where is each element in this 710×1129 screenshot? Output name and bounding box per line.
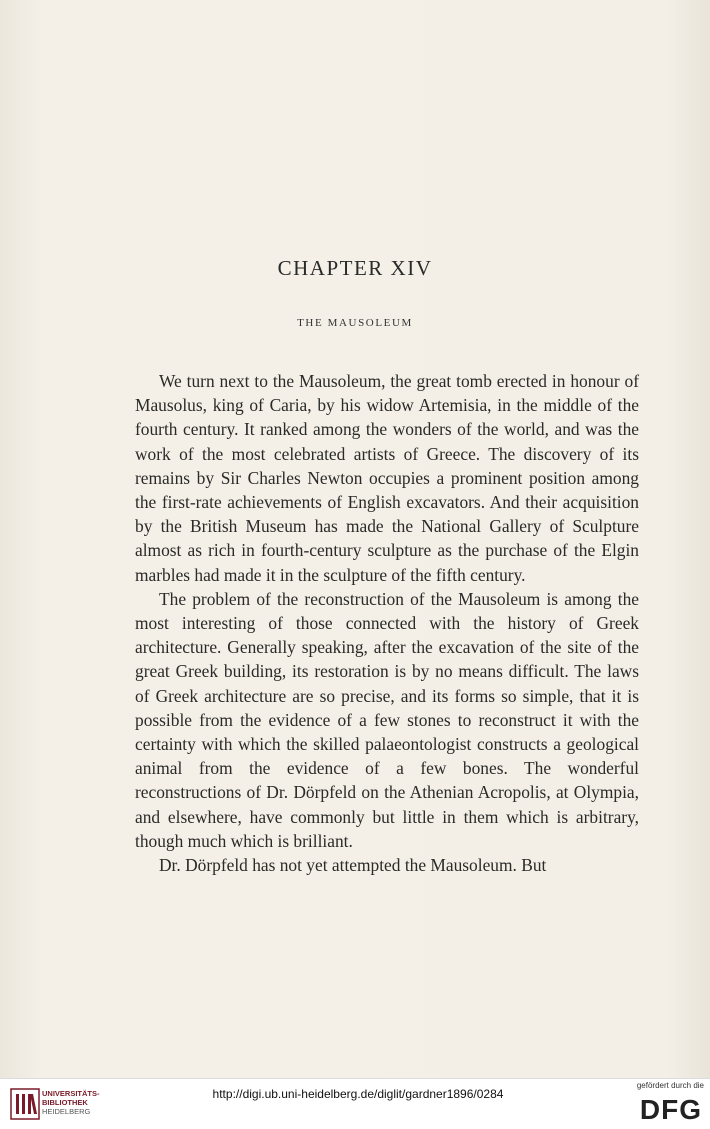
paragraph-3: Dr. Dörpfeld has not yet attempted the Mausoleum. But [159, 855, 547, 876]
university-name-line1: UNIVERSITÄTS- [42, 1089, 100, 1098]
university-name-line2: BIBLIOTHEK [42, 1098, 88, 1107]
paragraph-2: The problem of the reconstruction of the Mausoleum is among the most interesting of those connected with the history of Greek architecture. Generally speaking, after the excavation of the site of the great Greek building, its restoration is by no means difficult. The laws of Greek architecture are so precise, and its forms so simple, that it is possible from the evidence of a few stones to reconstruct it with the certainty with which the skilled palaeontologist constructs a geological animal from the evidence of a few bones. The wonderful reconstructions of Dr. Dörpfeld on the Athenian Acropolis, at Olympia, and elsewhere, have commonly but little in them which is arbitrary, though much which is brilliant. [135, 588, 639, 851]
chapter-subtitle: THE MAUSOLEUM [297, 317, 413, 329]
body-text [135, 369, 639, 877]
dfg-logo: DFG [639, 1094, 702, 1125]
funded-by-label: gefördert durch die [636, 1081, 704, 1090]
footer-bar [0, 1078, 710, 1129]
source-url-link[interactable]: http://digi.ub.uni-heidelberg.de/diglit/gardner1896/0284 [212, 1087, 504, 1101]
university-name-line3: HEIDELBERG [42, 1107, 91, 1116]
paragraph-1: We turn next to the Mausoleum, the great tomb erected in honour of Mausolus, king of Caria, by his widow Artemisia, in the middle of the fourth century. It ranked among the wonders of the world, and was the work of the most celebrated artists of Greece. The discovery of its remains by Sir Charles Newton occupies a prominent position among the first-rate achievements of English excavators. And their acquisition by the British Museum has made the National Gallery of Sculpture almost as rich in fourth-century sculpture as the purchase of the Elgin marbles had made it in the sculpture of the fifth century. [135, 371, 639, 585]
chapter-title: CHAPTER XIV [277, 256, 433, 280]
